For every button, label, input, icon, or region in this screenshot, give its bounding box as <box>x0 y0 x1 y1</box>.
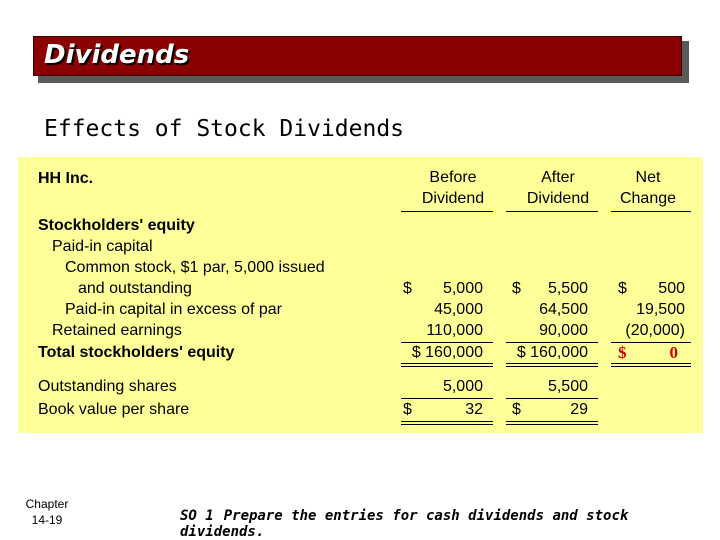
total-before-value: $ 160,000 <box>411 344 483 361</box>
company-name: HH Inc. <box>38 170 94 187</box>
book-underline-after-2 <box>506 424 598 425</box>
header-after-2: Dividend <box>526 190 590 207</box>
so-text: Prepare the entries for cash dividends and stock dividends. <box>180 508 629 540</box>
common-before-dollar: $ <box>403 280 412 297</box>
excess-label: Paid-in capital in excess of par <box>65 301 282 318</box>
retained-after-value: 90,000 <box>539 322 588 339</box>
header-before-2: Dividend <box>421 190 485 207</box>
subtotal-line-before <box>401 342 493 343</box>
total-underline-after-2 <box>506 366 598 367</box>
so-label: SO 1 <box>180 508 214 524</box>
outstanding-label: Outstanding shares <box>38 378 177 395</box>
common-after-dollar: $ <box>512 280 521 297</box>
chapter-label <box>14 496 80 528</box>
total-net-dollar: $ <box>618 343 627 362</box>
subtotal-line-after <box>506 342 598 343</box>
retained-label: Retained earnings <box>52 322 182 339</box>
book-after-value: 29 <box>570 401 588 418</box>
banner-title: Dividends <box>44 40 190 70</box>
book-underline-before-1 <box>401 421 493 422</box>
outstanding-after-value: 5,500 <box>547 378 588 395</box>
header-net-2: Change <box>619 190 677 207</box>
common-after-value: 5,500 <box>547 280 588 297</box>
total-underline-net-1 <box>611 363 691 364</box>
shares-line-before <box>401 398 493 399</box>
book-value-label: Book value per share <box>38 401 190 418</box>
header-before-1: Before <box>429 169 477 186</box>
book-underline-after-1 <box>506 421 598 422</box>
book-before-value: 32 <box>465 401 483 418</box>
slide-subtitle: Effects of Stock Dividends <box>44 116 405 142</box>
common-net-dollar: $ <box>618 280 627 297</box>
total-underline-before-2 <box>401 366 493 367</box>
common-stock-label-1: Common stock, $1 par, 5,000 issued <box>65 259 325 276</box>
se-heading: Stockholders' equity <box>38 217 195 234</box>
header-underline-before <box>401 211 493 212</box>
retained-net-value: (20,000) <box>625 322 685 339</box>
chapter-label-text: Chapter <box>25 497 69 511</box>
header-after-1: After <box>541 169 575 186</box>
book-after-dollar: $ <box>512 401 521 418</box>
total-net-value: 0 <box>669 343 678 362</box>
chapter-page-number: 14-19 <box>31 513 63 527</box>
study-objective <box>180 508 720 540</box>
common-stock-label-2: and outstanding <box>78 280 192 297</box>
equity-table <box>18 157 703 433</box>
total-label: Total stockholders' equity <box>38 344 235 361</box>
book-underline-before-2 <box>401 424 493 425</box>
excess-net-value: 19,500 <box>636 301 685 318</box>
common-before-value: 5,000 <box>442 280 483 297</box>
total-underline-net-2 <box>611 366 691 367</box>
common-net-value: 500 <box>658 280 685 297</box>
paid-in-capital-label: Paid-in capital <box>52 238 153 255</box>
header-underline-after <box>506 211 598 212</box>
shares-line-after <box>506 398 598 399</box>
retained-before-value: 110,000 <box>426 322 483 339</box>
excess-after-value: 64,500 <box>539 301 588 318</box>
outstanding-before-value: 5,000 <box>442 378 483 395</box>
header-underline-net <box>611 211 691 212</box>
title-banner <box>33 36 682 76</box>
excess-before-value: 45,000 <box>434 301 483 318</box>
total-underline-after-1 <box>506 363 598 364</box>
total-after-value: $ 160,000 <box>516 344 588 361</box>
header-net-1: Net <box>635 169 661 186</box>
total-underline-before-1 <box>401 363 493 364</box>
book-before-dollar: $ <box>403 401 412 418</box>
